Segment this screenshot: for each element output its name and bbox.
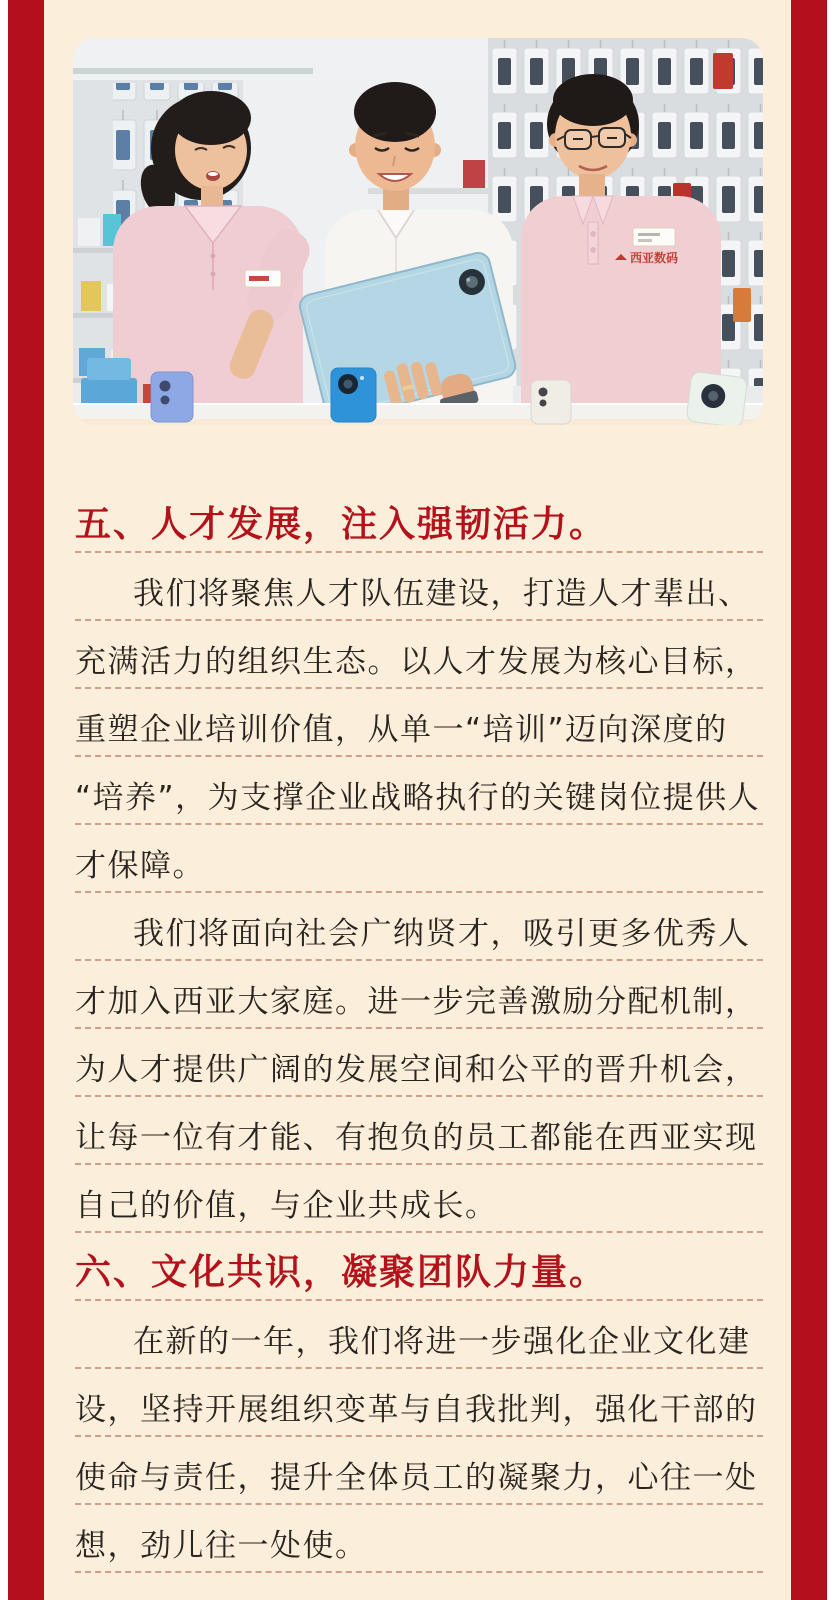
section-heading xyxy=(75,1233,763,1301)
text-line-content: 五、人才发展，注入强韧活力。 xyxy=(75,503,608,545)
text-line-content: 六、文化共识，凝聚团队力量。 xyxy=(75,1251,608,1293)
text-line-content: 想，劲儿往一处使。 xyxy=(75,1528,368,1564)
text-line-content: 设，坚持开展组织变革与自我批判，强化干部的 xyxy=(75,1392,758,1428)
body-line xyxy=(75,1369,763,1437)
display-phone-2 xyxy=(331,368,376,422)
text-line-content: 在新的一年，我们将进一步强化企业文化建 xyxy=(133,1324,751,1360)
text-line-content: 我们将聚焦人才队伍建设，打造人才辈出、 xyxy=(133,576,751,612)
body-line xyxy=(75,757,763,825)
text-line-content: 自己的价值，与企业共成长。 xyxy=(75,1188,498,1224)
right-red-border xyxy=(791,0,827,1600)
name-badge xyxy=(633,228,675,246)
text-line-content: 使命与责任，提升全体员工的凝聚力，心往一处 xyxy=(75,1460,758,1496)
body-line xyxy=(75,893,763,961)
display-phone-4 xyxy=(686,371,748,425)
body-line xyxy=(75,553,763,621)
body-line xyxy=(75,1165,763,1233)
body-line xyxy=(75,1029,763,1097)
left-red-border xyxy=(8,0,44,1600)
text-line-content: 才加入西亚大家庭。进一步完善激励分配机制， xyxy=(75,984,758,1020)
text-line-content: “培养”，为支撑企业战略执行的关键岗位提供人 xyxy=(75,780,761,816)
body-line xyxy=(75,621,763,689)
display-phone-3 xyxy=(531,380,571,424)
text-line-content: 为人才提供广阔的发展空间和公平的晋升机会， xyxy=(75,1052,758,1088)
body-line xyxy=(75,961,763,1029)
body-line xyxy=(75,689,763,757)
body-line xyxy=(75,1301,763,1369)
text-line-content: 充满活力的组织生态。以人才发展为核心目标， xyxy=(75,644,758,680)
name-badge xyxy=(245,270,281,287)
text-line-content: 让每一位有才能、有抱负的员工都能在西亚实现 xyxy=(75,1120,758,1156)
body-line xyxy=(75,825,763,893)
section-heading xyxy=(75,485,763,553)
paper-background xyxy=(44,0,791,1600)
text-line-content: 我们将面向社会广纳贤才，吸引更多优秀人 xyxy=(133,916,751,952)
store-scene xyxy=(73,38,763,425)
display-phone-1 xyxy=(151,372,193,422)
body-line xyxy=(75,1437,763,1505)
article-body xyxy=(75,485,763,1573)
store-staff-photo xyxy=(73,38,763,425)
body-line xyxy=(75,1505,763,1573)
text-line-content: 重塑企业培训价值，从单一“培训”迈向深度的 xyxy=(75,712,728,748)
text-line-content: 才保障。 xyxy=(75,848,205,884)
body-line xyxy=(75,1097,763,1165)
brand-logo-text: 西亚数码 xyxy=(630,251,679,265)
